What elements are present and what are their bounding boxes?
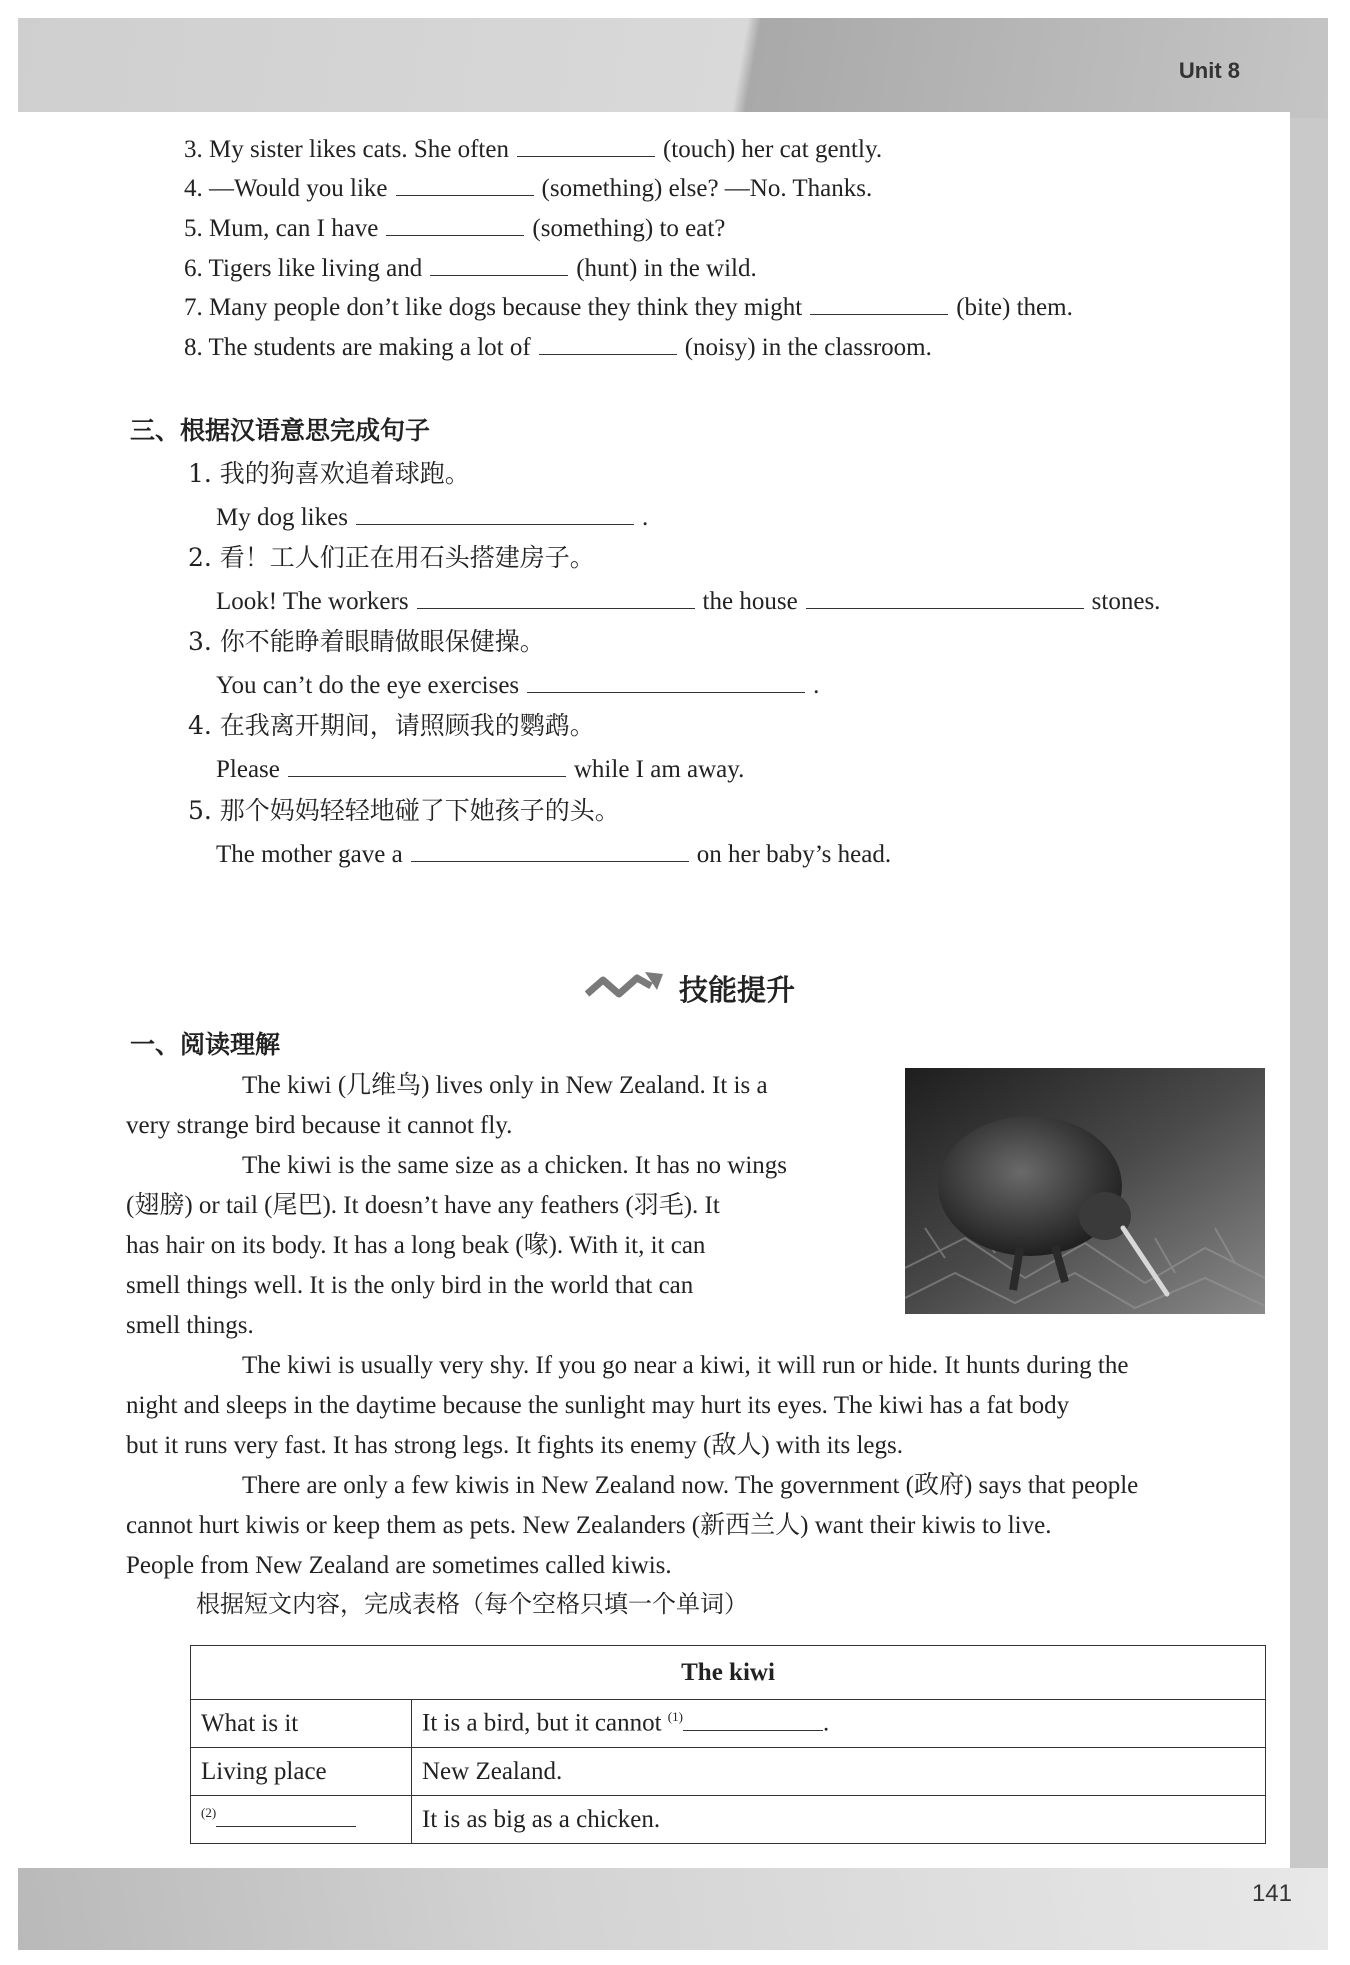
table-title: The kiwi bbox=[191, 1646, 1266, 1700]
zigzag-arrow-icon bbox=[585, 968, 665, 1009]
translation-line: Look! The workers the house stones. bbox=[216, 584, 1160, 618]
translation-line: You can’t do the eye exercises . bbox=[216, 668, 819, 702]
unit-label: Unit 8 bbox=[1178, 58, 1240, 83]
section-title: 一、阅读理解 bbox=[130, 1030, 281, 1059]
chinese-sentence: 1. 我的狗喜欢追着球跑。 bbox=[188, 459, 470, 488]
answer-blank[interactable] bbox=[517, 132, 655, 157]
answer-blank[interactable] bbox=[430, 251, 568, 276]
translation-line: Please while I am away. bbox=[216, 752, 744, 786]
chinese-sentence: 2. 看！工人们正在用石头搭建房子。 bbox=[188, 543, 595, 572]
exercise-item: 4. —Would you like (something) else? —No. Thanks. bbox=[184, 171, 872, 205]
answer-blank[interactable] bbox=[386, 211, 524, 236]
table-row bbox=[191, 1796, 1266, 1844]
answer-blank[interactable] bbox=[411, 837, 689, 862]
table-cell-label: Living place bbox=[191, 1748, 412, 1796]
chinese-sentence: 3. 你不能睁着眼睛做眼保健操。 bbox=[188, 627, 545, 656]
reading-paragraph: There are only a few kiwis in New Zealand now. The government (政府) says that people cannot hurt kiwis or keep them as pets. New Zealanders (新西兰人) want their kiwis to live. People from New Zealand are sometimes called kiwis. bbox=[126, 1472, 1139, 1579]
table-row bbox=[191, 1700, 1266, 1748]
table-cell-value: It is as big as a chicken. bbox=[412, 1796, 1266, 1844]
kiwi-bird-photo bbox=[905, 1068, 1265, 1314]
translation-line: The mother gave a on her baby’s head. bbox=[216, 837, 891, 871]
answer-blank[interactable] bbox=[288, 752, 566, 777]
chinese-sentence: 5. 那个妈妈轻轻地碰了下她孩子的头。 bbox=[188, 796, 620, 825]
answer-blank[interactable] bbox=[810, 290, 948, 315]
page-header-band bbox=[18, 18, 1328, 118]
table-instruction: 根据短文内容，完成表格（每个空格只填一个单词） bbox=[196, 1590, 748, 1618]
answer-blank[interactable] bbox=[417, 584, 695, 609]
reading-paragraph: The kiwi is usually very shy. If you go near a kiwi, it will run or hide. It hunts during the night and sleeps in the daytime because the sunlight may hurt its eyes. The kiwi has a fat body but it runs very fast. It has strong legs. It fights its enemy (敌人) with its legs. bbox=[126, 1352, 1129, 1459]
exercise-item: 6. Tigers like living and (hunt) in the wild. bbox=[184, 251, 757, 285]
answer-blank[interactable] bbox=[396, 171, 534, 196]
answer-blank[interactable] bbox=[806, 584, 1084, 609]
table-header-row bbox=[191, 1646, 1266, 1700]
table-row bbox=[191, 1748, 1266, 1796]
exercise-item: 3. My sister likes cats. She often (touch) her cat gently. bbox=[184, 132, 882, 166]
page-number: 141 bbox=[1251, 1880, 1292, 1907]
answer-blank[interactable] bbox=[527, 668, 805, 693]
skills-title: 技能提升 bbox=[679, 973, 796, 1007]
kiwi-table bbox=[190, 1645, 1266, 1844]
exercise-item: 7. Many people don’t like dogs because they think they might (bite) them. bbox=[184, 290, 1073, 324]
table-cell-label: What is it bbox=[191, 1700, 412, 1748]
answer-blank[interactable] bbox=[356, 500, 634, 525]
reading-paragraph: The kiwi is the same size as a chicken. It has no wings (翅膀) or tail (尾巴). It doesn’t have any feathers (羽毛). It has hair on its body. It has a long beak (喙). With it, it can smell things well. It is the only bird in the world that can smell things. bbox=[126, 1152, 787, 1339]
exercise-item: 8. The students are making a lot of (noisy) in the classroom. bbox=[184, 330, 932, 364]
reading-paragraph: The kiwi (几维鸟) lives only in New Zealand. It is a very strange bird because it cannot fly. bbox=[126, 1072, 768, 1139]
table-cell-value: New Zealand. bbox=[412, 1748, 1266, 1796]
section-title: 三、根据汉语意思完成句子 bbox=[130, 416, 431, 445]
exercise-item: 5. Mum, can I have (something) to eat? bbox=[184, 211, 725, 245]
skills-heading bbox=[585, 968, 795, 1009]
answer-blank[interactable] bbox=[683, 1710, 823, 1731]
table-cell-label: (2) bbox=[191, 1796, 412, 1844]
answer-blank[interactable] bbox=[216, 1806, 356, 1827]
table-cell-value: It is a bird, but it cannot $^{(1)}$ . bbox=[412, 1700, 1266, 1748]
answer-blank[interactable] bbox=[539, 330, 677, 355]
translation-line: My dog likes . bbox=[216, 500, 648, 534]
chinese-sentence: 4. 在我离开期间，请照顾我的鹦鹉。 bbox=[188, 711, 595, 740]
page-footer-band bbox=[18, 1868, 1328, 1950]
